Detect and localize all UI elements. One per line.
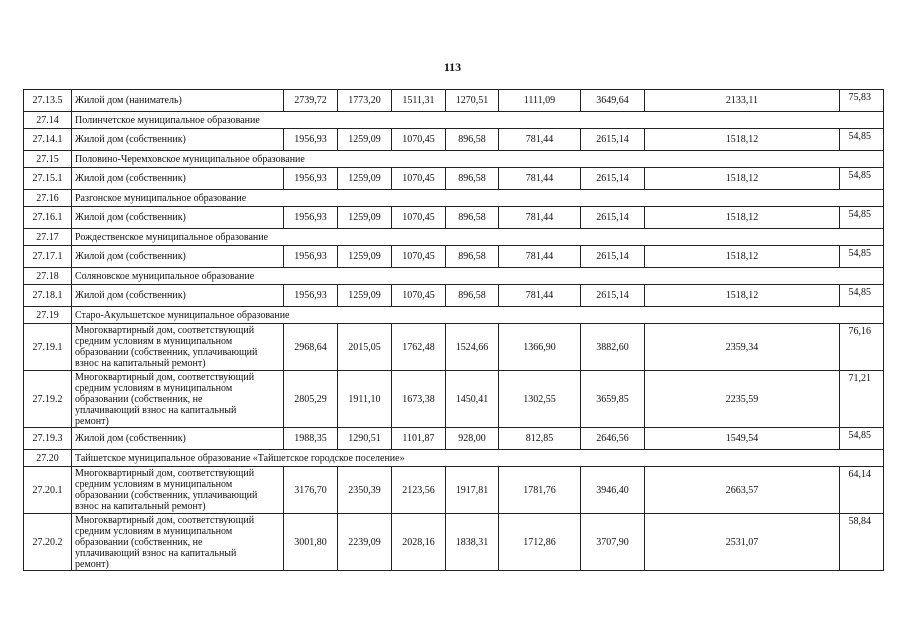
row-name-line: Многоквартирный дом, соответствующий <box>75 514 255 526</box>
row-name-line: образовании (собственник, не <box>75 393 203 405</box>
value-cell: 1956,93 <box>284 285 338 307</box>
section-row <box>24 307 884 324</box>
value-cell: 2615,14 <box>581 246 645 268</box>
value-cell: 2663,57 <box>645 467 840 514</box>
value-cell: 54,85 <box>840 207 884 229</box>
value-cell: 64,14 <box>840 467 884 514</box>
value-cell: 1911,10 <box>338 371 392 428</box>
row-code: 27.14.1 <box>24 129 72 151</box>
value-cell: 1070,45 <box>392 207 446 229</box>
row-code: 27.19.2 <box>24 371 72 428</box>
section-row <box>24 190 884 207</box>
section-row <box>24 268 884 285</box>
value-cell: 896,58 <box>446 246 499 268</box>
row-name-line: взнос на капитальный ремонт) <box>75 358 206 369</box>
value-cell: 1956,93 <box>284 129 338 151</box>
section-code: 27.16 <box>24 190 72 207</box>
value-cell: 1518,12 <box>645 285 840 307</box>
section-row <box>24 151 884 168</box>
value-cell: 781,44 <box>499 207 581 229</box>
value-cell: 3946,40 <box>581 467 645 514</box>
value-cell: 1988,35 <box>284 428 338 450</box>
value-cell: 2615,14 <box>581 285 645 307</box>
section-code: 27.17 <box>24 229 72 246</box>
value-cell: 1270,51 <box>446 90 499 112</box>
row-name-line: Жилой дом (собственник) <box>75 173 186 184</box>
row-name <box>72 467 284 514</box>
row-code: 27.13.5 <box>24 90 72 112</box>
section-code: 27.20 <box>24 450 72 467</box>
row-name <box>72 514 284 571</box>
value-cell: 1450,41 <box>446 371 499 428</box>
value-cell: 812,85 <box>499 428 581 450</box>
row-code: 27.20.2 <box>24 514 72 571</box>
value-cell: 1549,54 <box>645 428 840 450</box>
row-name <box>72 246 284 268</box>
value-cell: 54,85 <box>840 246 884 268</box>
value-cell: 1259,09 <box>338 129 392 151</box>
table-row <box>24 324 884 371</box>
value-cell: 2123,56 <box>392 467 446 514</box>
row-name-line: Жилой дом (наниматель) <box>75 95 182 106</box>
value-cell: 1070,45 <box>392 246 446 268</box>
value-cell: 54,85 <box>840 428 884 450</box>
section-title: Разгонское муниципальное образование <box>72 190 884 207</box>
row-name-line: образовании (собственник, не <box>75 536 203 548</box>
table-row <box>24 168 884 190</box>
table-row <box>24 428 884 450</box>
value-cell: 3659,85 <box>581 371 645 428</box>
table-row <box>24 285 884 307</box>
section-title: Полинчетское муниципальное образование <box>72 112 884 129</box>
row-name-line: Жилой дом (собственник) <box>75 251 186 262</box>
section-title: Тайшетское муниципальное образование «Тайшетское городское поселение» <box>72 450 884 467</box>
row-name-line: средним условиям в муниципальном <box>75 479 233 490</box>
value-cell: 2805,29 <box>284 371 338 428</box>
section-code: 27.15 <box>24 151 72 168</box>
table-row <box>24 467 884 514</box>
value-cell: 1070,45 <box>392 285 446 307</box>
value-cell: 1302,55 <box>499 371 581 428</box>
section-row <box>24 112 884 129</box>
table-row <box>24 371 884 428</box>
row-name <box>72 90 284 112</box>
row-name-line: средним условиям в муниципальном <box>75 525 233 537</box>
row-name <box>72 168 284 190</box>
value-cell: 1673,38 <box>392 371 446 428</box>
value-cell: 54,85 <box>840 285 884 307</box>
value-cell: 1956,93 <box>284 207 338 229</box>
row-code: 27.19.1 <box>24 324 72 371</box>
row-code: 27.17.1 <box>24 246 72 268</box>
value-cell: 2133,11 <box>645 90 840 112</box>
section-code: 27.18 <box>24 268 72 285</box>
row-name-line: ремонт) <box>75 558 109 570</box>
value-cell: 781,44 <box>499 285 581 307</box>
value-cell: 1101,87 <box>392 428 446 450</box>
value-cell: 2531,07 <box>645 514 840 571</box>
value-cell: 1773,20 <box>338 90 392 112</box>
row-name-line: взнос на капитальный ремонт) <box>75 501 206 512</box>
value-cell: 1366,90 <box>499 324 581 371</box>
value-cell: 75,83 <box>840 90 884 112</box>
row-code: 27.18.1 <box>24 285 72 307</box>
value-cell: 1518,12 <box>645 129 840 151</box>
table-row <box>24 90 884 112</box>
section-title: Соляновское муниципальное образование <box>72 268 884 285</box>
section-title: Старо-Акульшетское муниципальное образование <box>72 307 884 324</box>
value-cell: 1762,48 <box>392 324 446 371</box>
table-row <box>24 207 884 229</box>
value-cell: 2646,56 <box>581 428 645 450</box>
value-cell: 2615,14 <box>581 129 645 151</box>
value-cell: 2235,59 <box>645 371 840 428</box>
row-name-line: средним условиям в муниципальном <box>75 382 233 394</box>
value-cell: 1290,51 <box>338 428 392 450</box>
row-name-line: Жилой дом (собственник) <box>75 134 186 145</box>
row-name <box>72 428 284 450</box>
row-name-line: уплачивающий взнос на капитальный <box>75 547 237 559</box>
value-cell: 1956,93 <box>284 168 338 190</box>
value-cell: 3649,64 <box>581 90 645 112</box>
row-name-line: Многоквартирный дом, соответствующий <box>75 371 255 383</box>
value-cell: 2615,14 <box>581 168 645 190</box>
value-cell: 1259,09 <box>338 168 392 190</box>
row-name-line: средним условиям в муниципальном <box>75 336 233 347</box>
tariff-table <box>23 89 884 571</box>
section-title: Рождественское муниципальное образование <box>72 229 884 246</box>
value-cell: 54,85 <box>840 129 884 151</box>
value-cell: 1917,81 <box>446 467 499 514</box>
value-cell: 1511,31 <box>392 90 446 112</box>
value-cell: 896,58 <box>446 168 499 190</box>
value-cell: 1111,09 <box>499 90 581 112</box>
table-row <box>24 246 884 268</box>
value-cell: 2350,39 <box>338 467 392 514</box>
value-cell: 928,00 <box>446 428 499 450</box>
row-name <box>72 129 284 151</box>
row-code: 27.15.1 <box>24 168 72 190</box>
row-name <box>72 324 284 371</box>
value-cell: 2015,05 <box>338 324 392 371</box>
value-cell: 54,85 <box>840 168 884 190</box>
section-row <box>24 450 884 467</box>
value-cell: 1518,12 <box>645 168 840 190</box>
value-cell: 76,16 <box>840 324 884 371</box>
value-cell: 896,58 <box>446 129 499 151</box>
value-cell: 1070,45 <box>392 129 446 151</box>
section-code: 27.19 <box>24 307 72 324</box>
row-name-line: образовании (собственник, уплачивающий <box>75 490 258 501</box>
value-cell: 1712,86 <box>499 514 581 571</box>
value-cell: 1070,45 <box>392 168 446 190</box>
value-cell: 896,58 <box>446 207 499 229</box>
value-cell: 3882,60 <box>581 324 645 371</box>
value-cell: 3176,70 <box>284 467 338 514</box>
value-cell: 2028,16 <box>392 514 446 571</box>
row-name <box>72 285 284 307</box>
value-cell: 1259,09 <box>338 207 392 229</box>
value-cell: 781,44 <box>499 129 581 151</box>
value-cell: 781,44 <box>499 168 581 190</box>
row-name-line: Многоквартирный дом, соответствующий <box>75 325 255 336</box>
value-cell: 2968,64 <box>284 324 338 371</box>
value-cell: 1518,12 <box>645 207 840 229</box>
value-cell: 1518,12 <box>645 246 840 268</box>
row-name-line: Жилой дом (собственник) <box>75 433 186 444</box>
value-cell: 2615,14 <box>581 207 645 229</box>
value-cell: 1956,93 <box>284 246 338 268</box>
table-row <box>24 514 884 571</box>
row-name <box>72 207 284 229</box>
value-cell: 71,21 <box>840 371 884 428</box>
value-cell: 2739,72 <box>284 90 338 112</box>
value-cell: 3001,80 <box>284 514 338 571</box>
row-name-line: Многоквартирный дом, соответствующий <box>75 468 255 479</box>
value-cell: 2359,34 <box>645 324 840 371</box>
row-name <box>72 371 284 428</box>
value-cell: 781,44 <box>499 246 581 268</box>
value-cell: 58,84 <box>840 514 884 571</box>
value-cell: 1259,09 <box>338 246 392 268</box>
row-name-line: ремонт) <box>75 415 109 427</box>
page-number: 113 <box>443 60 462 74</box>
row-name-line: уплачивающий взнос на капитальный <box>75 404 237 416</box>
section-code: 27.14 <box>24 112 72 129</box>
row-code: 27.16.1 <box>24 207 72 229</box>
row-name-line: Жилой дом (собственник) <box>75 212 186 223</box>
table-row <box>24 129 884 151</box>
value-cell: 2239,09 <box>338 514 392 571</box>
value-cell: 1259,09 <box>338 285 392 307</box>
value-cell: 1781,76 <box>499 467 581 514</box>
value-cell: 1838,31 <box>446 514 499 571</box>
row-code: 27.19.3 <box>24 428 72 450</box>
row-code: 27.20.1 <box>24 467 72 514</box>
row-name-line: образовании (собственник, уплачивающий <box>75 347 258 358</box>
section-row <box>24 229 884 246</box>
row-name-line: Жилой дом (собственник) <box>75 290 186 301</box>
value-cell: 1524,66 <box>446 324 499 371</box>
section-title: Половино-Черемховское муниципальное образование <box>72 151 884 168</box>
value-cell: 896,58 <box>446 285 499 307</box>
value-cell: 3707,90 <box>581 514 645 571</box>
